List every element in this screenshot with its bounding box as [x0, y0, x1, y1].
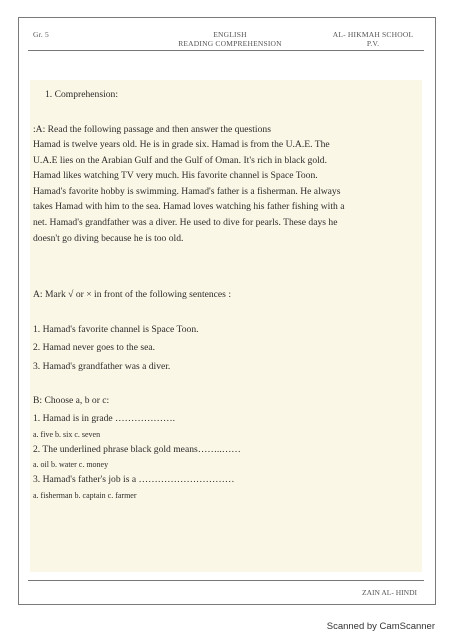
mcq-options: a. fisherman b. captain c. farmer	[33, 490, 137, 500]
passage-line: Hamad's favorite hobby is swimming. Hamad's father is a fisherman. He always	[33, 185, 341, 197]
subject-subtitle: READING COMPREHENSION	[178, 39, 282, 48]
mcq-question: 2. The underlined phrase black gold means……..……	[33, 443, 241, 455]
scanner-watermark: Scanned by CamScanner	[326, 621, 435, 632]
true-false-item: 2. Hamad never goes to the sea.	[33, 342, 156, 353]
school-name: AL- HIKMAH SCHOOL	[332, 30, 414, 39]
passage-line: takes Hamad with him to the sea. Hamad loves watching his father fishing with a	[33, 201, 345, 213]
section-title: 1. Comprehension:	[45, 89, 119, 100]
true-false-item: 3. Hamad's grandfather was a diver.	[33, 361, 171, 372]
instruction: :A: Read the following passage and then answer the questions	[33, 124, 271, 135]
mcq-question: 1. Hamad is in grade ……………….	[33, 413, 176, 424]
passage-line: net. Hamad's grandfather was a diver. He used to dive for pearls. These days he	[33, 216, 338, 228]
subject-header	[160, 30, 300, 48]
part-b	[33, 393, 241, 503]
school-sub: P.V.	[366, 39, 380, 48]
mcq-question: 3. Hamad's father's job is a …………………………	[33, 474, 235, 486]
passage-line: Hamad likes watching TV very much. His favorite channel is Space Toon.	[33, 170, 318, 182]
passage-line: Hamad is twelve years old. He is in grade six. Hamad is from the U.A.E. The	[33, 139, 330, 150]
school-header	[318, 30, 428, 48]
footer-divider	[28, 580, 424, 581]
mcq-options: a. oil b. water c. money	[33, 460, 109, 470]
passage-line: doesn't go diving because he is too old.	[33, 232, 184, 244]
part-b-title: B: Choose a, b or c:	[33, 395, 110, 406]
passage-line: U.A.E lies on the Arabian Gulf and the Gulf of Oman. It's rich in black gold.	[33, 154, 328, 166]
true-false-item: 1. Hamad's favorite channel is Space Toon.	[33, 324, 199, 335]
author-name: ZAIN AL- HINDI	[362, 588, 417, 597]
header-divider	[28, 50, 424, 51]
subject-title: ENGLISH	[213, 30, 247, 39]
part-a-title: A: Mark √ or × in front of the following sentences :	[33, 289, 231, 300]
part-a-list	[33, 322, 199, 375]
passage	[33, 137, 344, 246]
grade-label: Gr. 5	[33, 30, 49, 39]
mcq-options: a. five b. six c. seven	[33, 429, 101, 439]
